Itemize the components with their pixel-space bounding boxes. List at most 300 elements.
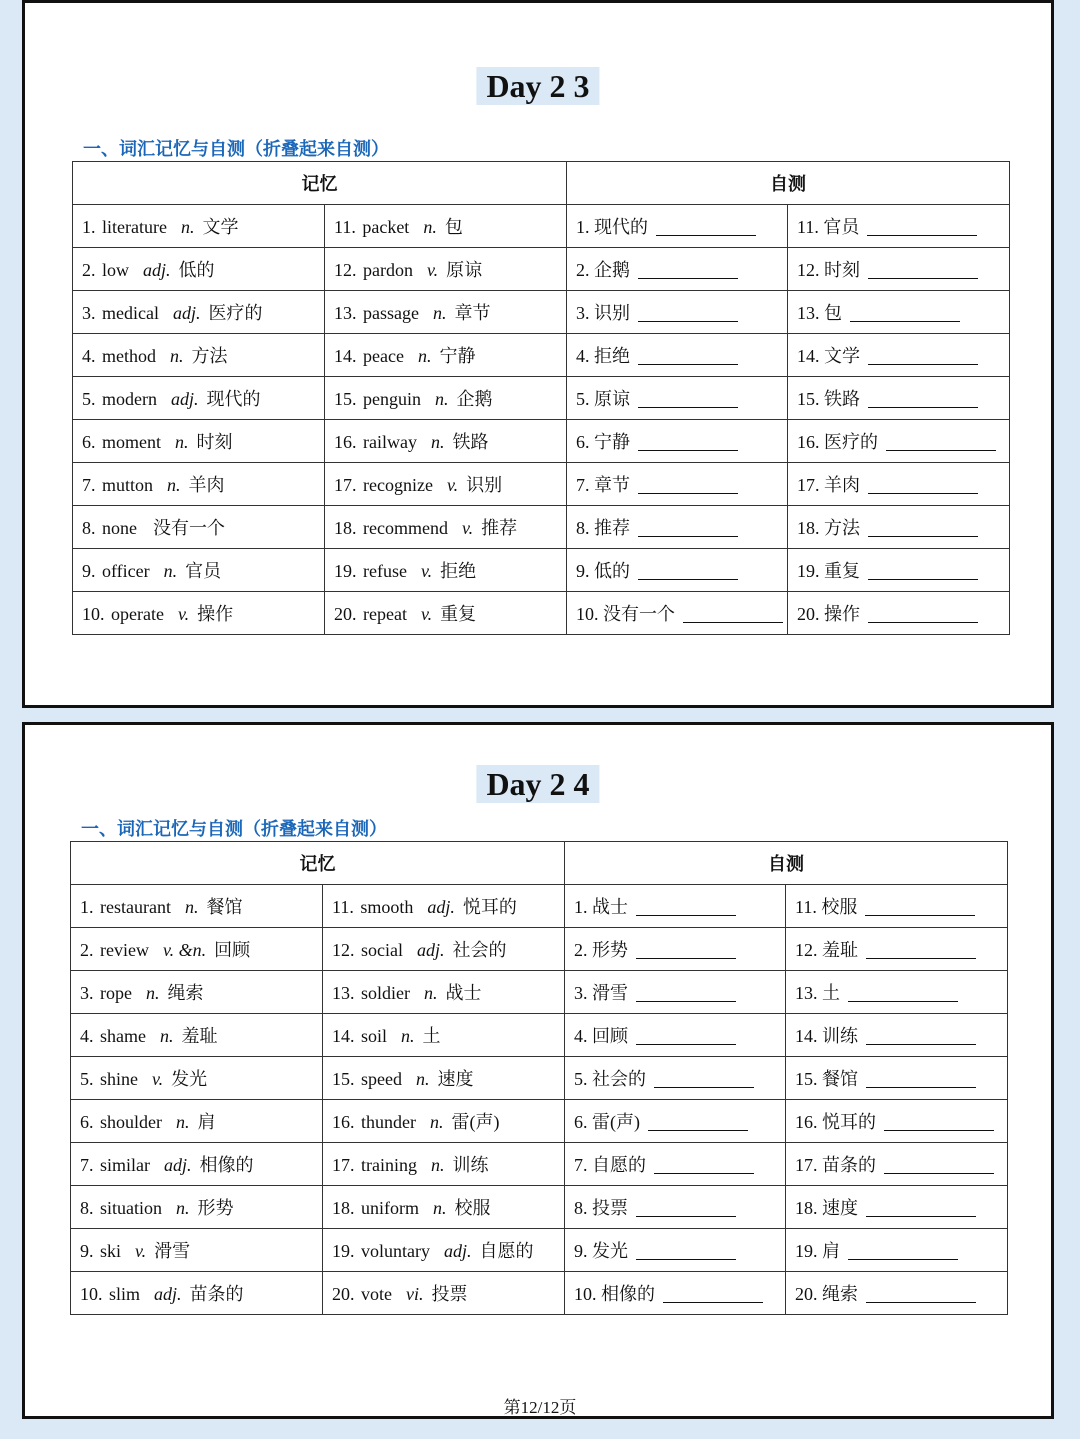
answer-blank[interactable] — [850, 307, 960, 322]
item-number: 10. — [80, 1284, 103, 1304]
test-prompt: 11. 校服 — [795, 897, 858, 917]
memory-cell — [71, 1143, 323, 1186]
item-number: 4. — [82, 346, 96, 366]
chinese-meaning: 相像的 — [199, 1155, 254, 1175]
answer-blank[interactable] — [683, 608, 783, 623]
test-prompt: 12. 时刻 — [797, 260, 860, 280]
part-of-speech: n. — [159, 1026, 174, 1046]
chinese-meaning: 餐馆 — [206, 897, 243, 917]
test-prompt: 13. 包 — [797, 303, 842, 323]
test-prompt: 11. 官员 — [797, 217, 860, 237]
part-of-speech: adj. — [164, 1155, 192, 1175]
chinese-meaning: 雷(声) — [451, 1112, 500, 1132]
self-test-cell — [565, 1272, 786, 1315]
part-of-speech: vi. — [406, 1284, 424, 1304]
memory-cell — [325, 248, 567, 291]
test-prompt: 20. 绳索 — [795, 1284, 858, 1304]
memory-cell — [73, 506, 325, 549]
item-number: 14. — [332, 1026, 355, 1046]
memory-cell — [73, 334, 325, 377]
self-test-cell — [786, 1057, 1008, 1100]
english-word: moment — [102, 432, 161, 452]
english-word: operate — [111, 604, 164, 624]
chinese-meaning: 时刻 — [196, 432, 233, 452]
memory-cell — [325, 463, 567, 506]
table-row — [71, 1057, 1008, 1100]
chinese-meaning: 企鹅 — [456, 389, 493, 409]
chinese-meaning: 原谅 — [446, 260, 483, 280]
self-test-cell — [786, 1272, 1008, 1315]
self-test-cell — [567, 506, 788, 549]
item-number: 19. — [334, 561, 357, 581]
part-of-speech: n. — [184, 897, 199, 917]
self-test-cell — [567, 463, 788, 506]
page-day-23 — [22, 0, 1054, 708]
table-header-row — [73, 162, 1010, 205]
english-word: shoulder — [100, 1112, 162, 1132]
self-test-cell — [567, 549, 788, 592]
table-row — [73, 506, 1010, 549]
test-prompt: 4. 回顾 — [574, 1026, 628, 1046]
item-number: 5. — [82, 389, 96, 409]
chinese-meaning: 现代的 — [206, 389, 261, 409]
memory-cell — [71, 1100, 323, 1143]
item-number: 7. — [82, 475, 96, 495]
item-number: 1. — [80, 897, 94, 917]
english-word: voluntary — [361, 1241, 430, 1261]
item-number: 18. — [332, 1198, 355, 1218]
item-number: 10. — [82, 604, 105, 624]
answer-blank[interactable] — [886, 436, 996, 451]
self-test-cell — [788, 248, 1010, 291]
part-of-speech: v. — [426, 260, 439, 280]
answer-blank[interactable] — [867, 221, 977, 236]
chinese-meaning: 包 — [444, 217, 463, 237]
memory-cell — [325, 377, 567, 420]
chinese-meaning: 拒绝 — [440, 561, 477, 581]
self-test-cell — [565, 885, 786, 928]
english-word: repeat — [363, 604, 407, 624]
item-number: 15. — [334, 389, 357, 409]
header-test: 自测 — [565, 842, 1008, 885]
table-row — [73, 205, 1010, 248]
chinese-meaning: 官员 — [185, 561, 222, 581]
day-title: Day 2 3 — [476, 67, 599, 105]
part-of-speech: n. — [424, 983, 438, 1003]
part-of-speech: n. — [433, 1198, 447, 1218]
self-test-cell — [565, 1014, 786, 1057]
table-header-row — [71, 842, 1008, 885]
answer-blank[interactable] — [866, 1288, 976, 1303]
english-word: mutton — [102, 475, 154, 495]
item-number: 11. — [332, 897, 354, 917]
item-number: 1. — [82, 217, 96, 237]
answer-blank[interactable] — [638, 350, 738, 365]
english-word: medical — [102, 303, 159, 323]
self-test-cell — [567, 334, 788, 377]
memory-cell — [325, 420, 567, 463]
memory-cell — [73, 549, 325, 592]
test-prompt: 16. 悦耳的 — [795, 1112, 876, 1132]
part-of-speech: v. — [461, 518, 474, 538]
self-test-cell — [565, 971, 786, 1014]
self-test-cell — [788, 291, 1010, 334]
chinese-meaning: 回顾 — [214, 940, 251, 960]
chinese-meaning: 形势 — [197, 1198, 234, 1218]
memory-cell — [73, 248, 325, 291]
test-prompt: 18. 速度 — [795, 1198, 858, 1218]
item-number: 16. — [334, 432, 357, 452]
item-number: 20. — [334, 604, 357, 624]
part-of-speech: n. — [423, 217, 437, 237]
english-word: railway — [363, 432, 417, 452]
answer-blank[interactable] — [654, 1073, 754, 1088]
answer-blank[interactable] — [636, 1030, 736, 1045]
english-word: penguin — [363, 389, 421, 409]
part-of-speech: v. — [420, 604, 433, 624]
memory-cell — [323, 971, 565, 1014]
answer-blank[interactable] — [868, 479, 978, 494]
english-word: low — [102, 260, 129, 280]
part-of-speech: n. — [435, 389, 449, 409]
chinese-meaning: 土 — [422, 1026, 441, 1046]
english-word: modern — [102, 389, 157, 409]
answer-blank[interactable] — [884, 1116, 994, 1131]
chinese-meaning: 铁路 — [452, 432, 489, 452]
memory-cell — [323, 1272, 565, 1315]
part-of-speech: n. — [432, 303, 447, 323]
memory-cell — [71, 1186, 323, 1229]
english-word: smooth — [360, 897, 414, 917]
english-word: method — [102, 346, 156, 366]
table-row — [71, 1100, 1008, 1143]
english-word: similar — [100, 1155, 150, 1175]
memory-cell — [73, 592, 325, 635]
memory-cell — [323, 1057, 565, 1100]
answer-blank[interactable] — [663, 1288, 763, 1303]
section-title: 一、词汇记忆与自测（折叠起来自测） — [81, 819, 387, 840]
item-number: 9. — [82, 561, 96, 581]
test-prompt: 17. 苗条的 — [795, 1155, 876, 1175]
test-prompt: 8. 投票 — [574, 1198, 628, 1218]
item-number: 6. — [80, 1112, 94, 1132]
answer-blank[interactable] — [866, 1030, 976, 1045]
answer-blank[interactable] — [636, 1202, 736, 1217]
item-number: 19. — [332, 1241, 355, 1261]
item-number: 17. — [334, 475, 357, 495]
answer-blank[interactable] — [868, 264, 978, 279]
vocab-table — [72, 161, 1010, 635]
page-footer: 第12/12页 — [503, 1398, 577, 1417]
item-number: 3. — [80, 983, 94, 1003]
memory-cell — [325, 205, 567, 248]
day-title: Day 2 4 — [476, 765, 599, 803]
item-number: 20. — [332, 1284, 355, 1304]
part-of-speech: v. &n. — [162, 940, 207, 960]
test-prompt: 8. 推荐 — [576, 518, 630, 538]
chinese-meaning: 医疗的 — [208, 303, 263, 323]
item-number: 12. — [334, 260, 357, 280]
self-test-cell — [565, 928, 786, 971]
answer-blank[interactable] — [636, 901, 736, 916]
part-of-speech: v. — [446, 475, 459, 495]
item-number: 13. — [334, 303, 357, 323]
part-of-speech: n. — [429, 1112, 444, 1132]
memory-cell — [71, 885, 323, 928]
answer-blank[interactable] — [638, 565, 738, 580]
answer-blank[interactable] — [636, 1245, 736, 1260]
part-of-speech: adj. — [444, 1241, 472, 1261]
self-test-cell — [788, 420, 1010, 463]
answer-blank[interactable] — [848, 1245, 958, 1260]
chinese-meaning: 章节 — [454, 303, 491, 323]
self-test-cell — [788, 463, 1010, 506]
answer-blank[interactable] — [638, 264, 738, 279]
test-prompt: 3. 滑雪 — [574, 983, 628, 1003]
memory-cell — [323, 885, 565, 928]
test-prompt: 7. 章节 — [576, 475, 630, 495]
english-word: recommend — [363, 518, 448, 538]
memory-cell — [325, 549, 567, 592]
answer-blank[interactable] — [656, 221, 756, 236]
english-word: shine — [100, 1069, 138, 1089]
test-prompt: 10. 没有一个 — [576, 604, 675, 624]
table-row — [73, 549, 1010, 592]
chinese-meaning: 宁静 — [439, 346, 476, 366]
table-row — [73, 377, 1010, 420]
table-row — [71, 971, 1008, 1014]
table-body — [73, 205, 1010, 635]
answer-blank[interactable] — [866, 944, 976, 959]
answer-blank[interactable] — [866, 1202, 976, 1217]
answer-blank[interactable] — [868, 608, 978, 623]
answer-blank[interactable] — [868, 393, 978, 408]
part-of-speech: v. — [152, 1069, 164, 1089]
chinese-meaning: 自愿的 — [479, 1241, 534, 1261]
item-number: 17. — [332, 1155, 355, 1175]
self-test-cell — [788, 592, 1010, 635]
item-number: 13. — [332, 983, 355, 1003]
memory-cell — [325, 506, 567, 549]
self-test-cell — [567, 248, 788, 291]
test-prompt: 2. 企鹅 — [576, 260, 630, 280]
test-prompt: 15. 铁路 — [797, 389, 860, 409]
answer-blank[interactable] — [648, 1116, 748, 1131]
table-row — [73, 291, 1010, 334]
self-test-cell — [786, 1143, 1008, 1186]
part-of-speech: n. — [163, 561, 178, 581]
answer-blank[interactable] — [636, 987, 736, 1002]
part-of-speech: n. — [170, 346, 184, 366]
answer-blank[interactable] — [884, 1159, 994, 1174]
chinese-meaning: 推荐 — [481, 518, 518, 538]
table-row — [71, 885, 1008, 928]
self-test-cell — [565, 1100, 786, 1143]
memory-cell — [71, 971, 323, 1014]
english-word: training — [361, 1155, 417, 1175]
item-number: 15. — [332, 1069, 355, 1089]
memory-cell — [71, 1057, 323, 1100]
test-prompt: 9. 发光 — [574, 1241, 628, 1261]
answer-blank[interactable] — [638, 307, 738, 322]
test-prompt: 4. 拒绝 — [576, 346, 630, 366]
memory-cell — [323, 928, 565, 971]
part-of-speech: v. — [135, 1241, 147, 1261]
item-number: 2. — [80, 940, 94, 960]
memory-cell — [323, 1186, 565, 1229]
table-row — [71, 1143, 1008, 1186]
answer-blank[interactable] — [865, 901, 975, 916]
english-word: uniform — [361, 1198, 419, 1218]
part-of-speech: adj. — [427, 897, 455, 917]
header-memory: 记忆 — [71, 842, 565, 885]
part-of-speech: n. — [431, 1155, 445, 1175]
test-prompt: 6. 雷(声) — [574, 1112, 640, 1132]
answer-blank[interactable] — [868, 565, 978, 580]
table-row — [71, 1014, 1008, 1057]
item-number: 18. — [334, 518, 357, 538]
english-word: review — [100, 940, 149, 960]
english-word: thunder — [361, 1112, 416, 1132]
self-test-cell — [786, 928, 1008, 971]
chinese-meaning: 羊肉 — [188, 475, 225, 495]
self-test-cell — [567, 592, 788, 635]
english-word: officer — [102, 561, 150, 581]
english-word: soil — [361, 1026, 388, 1046]
part-of-speech: n. — [176, 1112, 190, 1132]
item-number: 2. — [82, 260, 96, 280]
item-number: 7. — [80, 1155, 94, 1175]
english-word: slim — [109, 1284, 141, 1304]
memory-cell — [71, 1229, 323, 1272]
memory-cell — [323, 1143, 565, 1186]
part-of-speech: n. — [417, 346, 432, 366]
chinese-meaning: 发光 — [171, 1069, 208, 1089]
answer-blank[interactable] — [866, 1073, 976, 1088]
english-word: shame — [100, 1026, 146, 1046]
table-row — [73, 463, 1010, 506]
page-day-24 — [22, 722, 1054, 1419]
answer-blank[interactable] — [636, 944, 736, 959]
test-prompt: 12. 羞耻 — [795, 940, 858, 960]
table-row — [73, 334, 1010, 377]
part-of-speech: n. — [145, 983, 160, 1003]
item-number: 14. — [334, 346, 357, 366]
chinese-meaning: 低的 — [178, 260, 215, 280]
part-of-speech: n. — [430, 432, 445, 452]
english-word: literature — [102, 217, 167, 237]
english-word: vote — [361, 1284, 392, 1304]
english-word: pardon — [363, 260, 413, 280]
chinese-meaning: 重复 — [440, 604, 477, 624]
item-number: 4. — [80, 1026, 94, 1046]
part-of-speech: n. — [180, 217, 195, 237]
answer-blank[interactable] — [638, 522, 738, 537]
table-body — [71, 885, 1008, 1315]
english-word: packet — [362, 217, 410, 237]
memory-cell — [325, 291, 567, 334]
table-row — [71, 1229, 1008, 1272]
chinese-meaning: 社会的 — [452, 940, 507, 960]
test-prompt: 15. 餐馆 — [795, 1069, 858, 1089]
header-memory: 记忆 — [73, 162, 567, 205]
answer-blank[interactable] — [868, 522, 978, 537]
self-test-cell — [788, 549, 1010, 592]
self-test-cell — [786, 885, 1008, 928]
chinese-meaning: 苗条的 — [189, 1284, 244, 1304]
english-word: none — [102, 518, 137, 538]
item-number: 9. — [80, 1241, 94, 1261]
chinese-meaning: 识别 — [466, 475, 503, 495]
answer-blank[interactable] — [868, 350, 978, 365]
memory-cell — [71, 1272, 323, 1315]
memory-cell — [73, 463, 325, 506]
item-number: 8. — [80, 1198, 94, 1218]
self-test-cell — [565, 1186, 786, 1229]
test-prompt: 9. 低的 — [576, 561, 630, 581]
table-row — [71, 928, 1008, 971]
english-word: refuse — [363, 561, 407, 581]
test-prompt: 16. 医疗的 — [797, 432, 878, 452]
table-row — [73, 248, 1010, 291]
test-prompt: 14. 训练 — [795, 1026, 858, 1046]
memory-cell — [323, 1014, 565, 1057]
part-of-speech: adj. — [154, 1284, 182, 1304]
english-word: rope — [100, 983, 132, 1003]
part-of-speech: n. — [176, 1198, 190, 1218]
chinese-meaning: 方法 — [191, 346, 228, 366]
answer-blank[interactable] — [848, 987, 958, 1002]
self-test-cell — [567, 377, 788, 420]
test-prompt: 19. 肩 — [795, 1241, 840, 1261]
test-prompt: 3. 识别 — [576, 303, 630, 323]
item-number: 6. — [82, 432, 96, 452]
answer-blank[interactable] — [654, 1159, 754, 1174]
english-word: speed — [361, 1069, 402, 1089]
chinese-meaning: 滑雪 — [154, 1241, 191, 1261]
item-number: 11. — [334, 217, 356, 237]
test-prompt: 13. 土 — [795, 983, 840, 1003]
chinese-meaning: 羞耻 — [181, 1026, 218, 1046]
self-test-cell — [567, 420, 788, 463]
part-of-speech: n. — [175, 432, 189, 452]
answer-blank[interactable] — [638, 393, 738, 408]
self-test-cell — [786, 1186, 1008, 1229]
chinese-meaning: 校服 — [454, 1198, 491, 1218]
english-word: soldier — [361, 983, 410, 1003]
chinese-meaning: 操作 — [197, 604, 234, 624]
test-prompt: 5. 原谅 — [576, 389, 630, 409]
memory-cell — [73, 420, 325, 463]
self-test-cell — [786, 971, 1008, 1014]
part-of-speech: v. — [420, 561, 433, 581]
memory-cell — [73, 377, 325, 420]
english-word: recognize — [363, 475, 433, 495]
self-test-cell — [567, 291, 788, 334]
answer-blank[interactable] — [638, 436, 738, 451]
answer-blank[interactable] — [638, 479, 738, 494]
test-prompt: 10. 相像的 — [574, 1284, 655, 1304]
memory-cell — [73, 205, 325, 248]
chinese-meaning: 战士 — [445, 983, 482, 1003]
item-number: 16. — [332, 1112, 355, 1132]
english-word: restaurant — [100, 897, 171, 917]
test-prompt: 19. 重复 — [797, 561, 860, 581]
self-test-cell — [565, 1057, 786, 1100]
english-word: social — [361, 940, 403, 960]
self-test-cell — [786, 1014, 1008, 1057]
part-of-speech: adj. — [417, 940, 445, 960]
